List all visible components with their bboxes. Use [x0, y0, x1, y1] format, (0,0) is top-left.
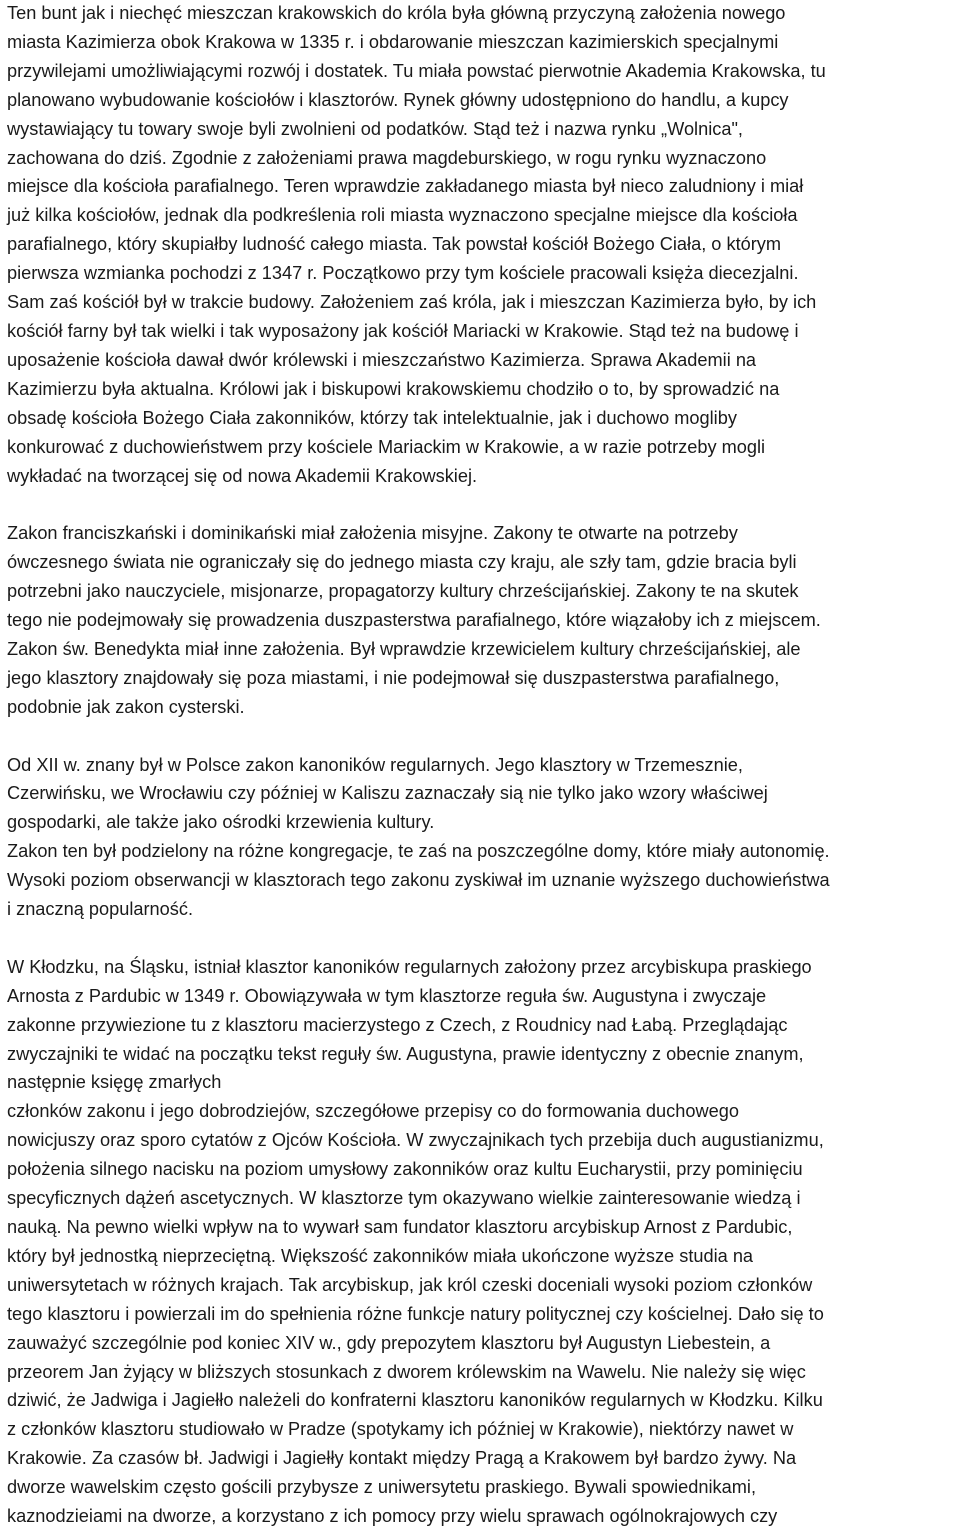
- text-line: specyficznych dążeń ascetycznych. W klasztorze tym okazywano wielkie zainteresowanie wiedzą i: [7, 1188, 801, 1209]
- text-line: i znaczną popularność.: [7, 899, 194, 920]
- text-line: wystawiający tu towary swoje byli zwolnieni od podatków. Stąd też i nazwa rynku „Wolnica",: [7, 118, 743, 139]
- text-line: zwyczajniki te widać na początku tekst reguły św. Augustyna, prawie identyczny z obecnie znanym,: [7, 1043, 804, 1064]
- text-line: ówczesnego świata nie ograniczały się do jednego miasta czy kraju, ale szły tam, gdzie bracia byli: [7, 552, 797, 573]
- text-line: zachowana do dziś. Zgodnie z założeniami prawa magdeburskiego, w rogu rynku wyznaczono: [7, 147, 767, 168]
- text-line: gospodarki, ale także jako ośrodki krzewienia kultury.: [7, 812, 435, 833]
- text-line: zauważyć szczególnie pod koniec XIV w., gdy prepozytem klasztoru był Augustyn Liebestein, a: [7, 1332, 771, 1353]
- text-line: jego klasztory znajdowały się poza miastami, i nie podejmował się duszpasterstwa parafialnego,: [7, 667, 780, 688]
- text-line: Sam zaś kościół był w trakcie budowy. Założeniem zaś króla, jak i mieszczan Kazimierza było, by ich: [7, 292, 817, 313]
- text-line: Kazimierzu była aktualna. Królowi jak i biskupowi krakowskiemu chodziło o to, by sprowadzić na: [7, 378, 780, 399]
- text-line: wykładać na tworzącej się od nowa Akademii Krakowskiej.: [7, 465, 478, 486]
- text-line: przywilejami umożliwiającymi rozwój i dostatek. Tu miała powstać pierwotnie Akademia Krakowska, tu: [7, 60, 826, 81]
- text-line: Od XII w. znany był w Polsce zakon kanoników regularnych. Jego klasztory w Trzemesznie,: [7, 754, 743, 775]
- text-line: członków zakonu i jego dobrodziejów, szczegółowe przepisy co do formowania duchowego: [7, 1101, 739, 1122]
- paragraph-spacer: [7, 490, 957, 519]
- text-line: potrzebni jako nauczyciele, misjonarze, propagatorzy kultury chrześcijańskiej. Zakony te na skutek: [7, 581, 799, 602]
- paragraph-klodzko-monastery: [7, 953, 957, 1531]
- text-line: podobnie jak zakon cysterski.: [7, 696, 245, 717]
- text-line: Wysoki poziom obserwancji w klasztorach tego zakonu zyskiwał im uznanie wyższego duchowieństwa: [7, 870, 830, 891]
- text-line: tego klasztoru i powierzali im do spełnienia różne funkcje natury politycznej czy kościelnej. Dało się to: [7, 1303, 824, 1324]
- text-line: z członków klasztoru studiowało w Pradze (spotykamy ich później w Krakowie), niektórzy nawet w: [7, 1419, 794, 1440]
- text-line: nauką. Na pewno wielki wpływ na to wywarł sam fundator klasztoru arcybiskup Arnost z Pardubic,: [7, 1217, 793, 1238]
- text-line: W Kłodzku, na Śląsku, istniał klasztor kanoników regularnych założony przez arcybiskupa praskiego: [7, 956, 812, 977]
- text-line: kaznodzieiami na dworze, a korzystano z ich pomocy przy wielu sprawach ogólnokrajowych czy: [7, 1506, 778, 1527]
- text-line: Zakon św. Benedykta miał inne założenia. Był wprawdzie krzewicielem kultury chrześcijańskiej, ale: [7, 638, 801, 659]
- text-line: obsadę kościoła Bożego Ciała zakonników, którzy tak intelektualnie, jak i duchowo mogliby: [7, 407, 737, 428]
- text-line: nowicjuszy oraz sporo cytatów z Ojców Kościoła. W zwyczajnikach tych przebija duch augustianizmu,: [7, 1130, 824, 1151]
- text-line: który był jednostką nieprzeciętną. Większość zakonników miała ukończone wyższe studia na: [7, 1245, 754, 1266]
- text-line: Zakon ten był podzielony na różne kongregacje, te zaś na poszczególne domy, które miały autonomię.: [7, 841, 830, 862]
- text-line: uposażenie kościoła dawał dwór królewski i mieszczaństwo Kazimierza. Sprawa Akademii na: [7, 349, 757, 370]
- paragraph-kazimierz-founding: [7, 0, 957, 490]
- paragraph-spacer: [7, 722, 957, 751]
- text-line: parafialnego, który skupiałby ludność całego miasta. Tak powstał kościół Bożego Ciała, o którym: [7, 234, 782, 255]
- text-line: już kilka kościołów, jednak dla podkreślenia roli miasta wyznaczono specjalne miejsce dla kościoła: [7, 205, 798, 226]
- paragraph-canons-regular: [7, 751, 957, 924]
- text-line: Czerwińsku, we Wrocławiu czy później w Kaliszu zaznaczały sią nie tylko jako wzory właściwej: [7, 783, 768, 804]
- text-line: dworze wawelskim często gościli przybysze z uniwersytetu praskiego. Bywali spowiednikami,: [7, 1477, 756, 1498]
- text-line: konkurować z duchowieństwem przy kościele Mariackim w Krakowie, a w razie potrzeby mogli: [7, 436, 766, 457]
- document-page: [7, 0, 957, 1531]
- text-line: Ten bunt jak i niechęć mieszczan krakowskich do króla była główną przyczyną założenia nowego: [7, 3, 786, 23]
- text-line: uniwersytetach w różnych krajach. Tak arcybiskup, jak król czeski doceniali wysoki poziom członków: [7, 1274, 813, 1295]
- text-line: tego nie podejmowały się prowadzenia duszpasterstwa parafialnego, które wiązałoby ich z miejscem.: [7, 610, 821, 631]
- paragraph-mendicant-orders: [7, 519, 957, 721]
- text-line: Krakowie. Za czasów bł. Jadwigi i Jagiełły kontakt między Pragą a Krakowem był bardzo żywy. Na: [7, 1448, 797, 1469]
- text-line: położenia silnego nacisku na poziom umysłowy zakonników oraz kultu Eucharystii, przy pominięciu: [7, 1159, 803, 1180]
- text-line: Arnosta z Pardubic w 1349 r. Obowiązywała w tym klasztorze reguła św. Augustyna i zwyczaje: [7, 985, 767, 1006]
- text-line: kościół farny był tak wielki i tak wyposażony jak kościół Mariacki w Krakowie. Stąd też na budowę i: [7, 320, 799, 341]
- text-line: przeorem Jan żyjący w bliższych stosunkach z dworem królewskim na Wawelu. Nie należy się więc: [7, 1361, 806, 1382]
- text-line: miasta Kazimierza obok Krakowa w 1335 r. i obdarowanie mieszczan kazimierskich specjalnymi: [7, 31, 779, 52]
- text-line: miejsce dla kościoła parafialnego. Teren wprawdzie zakładanego miasta był nieco zaludniony i miał: [7, 176, 804, 197]
- text-line: następnie księgę zmarłych: [7, 1072, 222, 1093]
- text-line: pierwsza wzmianka pochodzi z 1347 r. Początkowo przy tym kościele pracowali księża diecezjalni.: [7, 263, 799, 284]
- text-line: Zakon franciszkański i dominikański miał założenia misyjne. Zakony te otwarte na potrzeby: [7, 523, 738, 544]
- text-line: dziwić, że Jadwiga i Jagiełło należeli do konfraterni klasztoru kanoników regularnych w Kłodzku. Kilku: [7, 1390, 823, 1411]
- text-line: zakonne przywiezione tu z klasztoru macierzystego z Czech, z Roudnicy nad Łabą. Przeglądając: [7, 1014, 788, 1035]
- text-line: planowano wybudowanie kościołów i klasztorów. Rynek główny udostępniono do handlu, a kupcy: [7, 89, 789, 110]
- paragraph-spacer: [7, 924, 957, 953]
